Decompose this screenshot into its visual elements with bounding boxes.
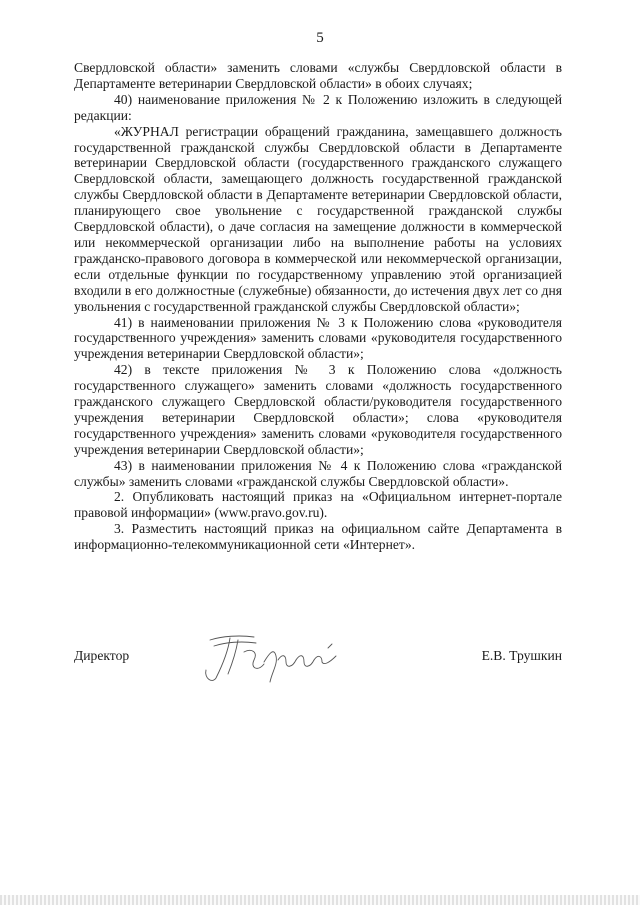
signature-block (74, 626, 562, 686)
paragraph-item-42: 42) в тексте приложения № 3 к Положению слова «должность государственного служащего» заменить словами «должность государственного гражданского служащего Свердловской области/руководителя государственного учреждения ветеринарии Свердловской области»; слова «руководителя государственного учреждения» заменить словами «руководителя государственного учреждения ветеринарии Свердловской области»; (74, 362, 562, 457)
paragraph-place-website: 3. Разместить настоящий приказ на официальном сайте Департамента в информационно-телекоммуникационной сети «Интернет». (74, 521, 562, 553)
scan-edge (0, 895, 640, 905)
paragraph-journal-title: «ЖУРНАЛ регистрации обращений гражданина, замещавшего должность государственной гражданской службы Свердловской области в Департаменте ветеринарии Свердловской области (государственного гражданского служащего Свердловской области, замещающего должность государственной гражданской службы Свердловской области в Департаменте ветеринарии Свердловской области, планирующего свое увольнение с государственной гражданской службы Свердловской области), о даче согласия на замещение должности в коммерческой или некоммерческой организации либо на выполнение работы на условиях гражданско-правового договора в коммерческой или некоммерческой организации, если отдельные функции по государственному управлению этой организацией входили в его должностные (служебные) обязанности, до истечения двух лет со дня увольнения с государственной гражданской службы Свердловской области»; (74, 123, 562, 314)
signatory-name: Е.В. Трушкин (481, 648, 562, 663)
document-body (74, 60, 562, 553)
handwritten-signature (192, 626, 362, 686)
signatory-title: Директор (74, 648, 130, 663)
paragraph-publish: 2. Опубликовать настоящий приказ на «Официальном интернет-портале правовой информации» (www.pravo.gov.ru). (74, 489, 562, 521)
paragraph-item-41: 41) в наименовании приложения № 3 к Положению слова «руководителя государственного учреждения» заменить словами «руководителя государственного учреждения ветеринарии Свердловской области»; (74, 314, 562, 362)
page-number: 5 (316, 30, 324, 46)
paragraph-item-40: 40) наименование приложения № 2 к Положению изложить в следующей редакции: (74, 91, 562, 123)
paragraph-item-43: 43) в наименовании приложения № 4 к Положению слова «гражданской службы» заменить словами «гражданской службы Свердловской области». (74, 457, 562, 489)
paragraph-continuation: Свердловской области» заменить словами «службы Свердловской области в Департаменте ветеринарии Свердловской области» в обоих случаях; (74, 60, 562, 91)
